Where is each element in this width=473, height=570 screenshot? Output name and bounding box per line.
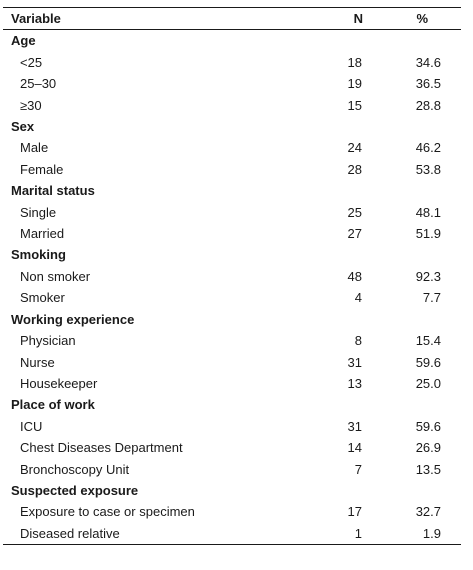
table-header bbox=[3, 8, 461, 30]
table-row bbox=[3, 52, 461, 73]
table-row bbox=[3, 73, 461, 94]
row-n: 18 bbox=[347, 54, 362, 70]
row-label: Smoker bbox=[20, 290, 65, 306]
table-row bbox=[3, 459, 461, 480]
category-row bbox=[3, 480, 461, 501]
row-n: 7 bbox=[354, 461, 362, 477]
table-row bbox=[3, 287, 461, 308]
table-row bbox=[3, 95, 461, 116]
row-percent: 36.5 bbox=[415, 76, 441, 92]
row-n: 25 bbox=[347, 204, 362, 220]
row-n: 4 bbox=[354, 290, 362, 306]
table-row bbox=[3, 137, 461, 158]
table-row bbox=[3, 330, 461, 351]
category-label-working-experience: Working experience bbox=[11, 311, 135, 327]
row-percent: 1.9 bbox=[422, 525, 441, 541]
row-percent: 34.6 bbox=[415, 54, 441, 70]
row-n: 8 bbox=[354, 333, 362, 349]
table-row bbox=[3, 416, 461, 437]
table-row bbox=[3, 352, 461, 373]
table-row bbox=[3, 223, 461, 244]
table-row bbox=[3, 501, 461, 522]
row-label: Married bbox=[20, 226, 65, 242]
table-row bbox=[3, 266, 461, 287]
row-label: Female bbox=[20, 161, 64, 177]
row-n: 48 bbox=[347, 268, 362, 284]
row-n: 15 bbox=[347, 97, 362, 113]
row-label: Nurse bbox=[20, 354, 55, 370]
row-label: Bronchoscopy Unit bbox=[20, 461, 130, 477]
row-percent: 46.2 bbox=[415, 140, 441, 156]
row-percent: 51.9 bbox=[415, 226, 441, 242]
category-row bbox=[3, 394, 461, 415]
row-label: ICU bbox=[20, 418, 43, 434]
category-label-marital-status: Marital status bbox=[11, 183, 95, 199]
row-label: Diseased relative bbox=[20, 525, 120, 541]
row-n: 27 bbox=[347, 226, 362, 242]
row-n: 1 bbox=[354, 525, 362, 541]
row-percent: 32.7 bbox=[415, 504, 441, 520]
demographics-table-container bbox=[3, 7, 461, 545]
row-label: Male bbox=[20, 140, 49, 156]
category-row bbox=[3, 309, 461, 330]
table-body bbox=[3, 30, 461, 545]
row-n: 17 bbox=[347, 504, 362, 520]
row-label: Physician bbox=[20, 333, 76, 349]
row-percent: 28.8 bbox=[415, 97, 441, 113]
row-label: Housekeeper bbox=[20, 375, 98, 391]
row-n: 19 bbox=[347, 76, 362, 92]
row-percent: 25.0 bbox=[415, 375, 441, 391]
table-row bbox=[3, 523, 461, 545]
row-percent: 26.9 bbox=[415, 440, 441, 456]
row-label: <25 bbox=[20, 54, 43, 70]
category-label-smoking: Smoking bbox=[11, 247, 66, 263]
table-row bbox=[3, 437, 461, 458]
column-header-variable: Variable bbox=[11, 11, 61, 26]
row-label: 25–30 bbox=[20, 76, 57, 92]
category-label-age: Age bbox=[11, 33, 36, 49]
row-n: 31 bbox=[347, 418, 362, 434]
row-label: Non smoker bbox=[20, 268, 91, 284]
table-row bbox=[3, 202, 461, 223]
row-label: ≥30 bbox=[20, 97, 42, 113]
category-row bbox=[3, 116, 461, 137]
category-row bbox=[3, 180, 461, 201]
row-label: Chest Diseases Department bbox=[20, 440, 183, 456]
demographics-table bbox=[3, 7, 461, 545]
table-row bbox=[3, 373, 461, 394]
row-percent: 48.1 bbox=[415, 204, 441, 220]
category-row bbox=[3, 30, 461, 52]
category-label-suspected-exposure: Suspected exposure bbox=[11, 482, 139, 498]
row-percent: 92.3 bbox=[415, 268, 441, 284]
row-percent: 59.6 bbox=[415, 354, 441, 370]
column-header-n: N bbox=[353, 11, 363, 26]
category-row bbox=[3, 244, 461, 265]
category-label-sex: Sex bbox=[11, 119, 35, 135]
row-label: Single bbox=[20, 204, 57, 220]
row-percent: 59.6 bbox=[415, 418, 441, 434]
row-percent: 15.4 bbox=[415, 333, 441, 349]
row-n: 14 bbox=[347, 440, 362, 456]
header-row bbox=[3, 8, 461, 30]
row-n: 13 bbox=[347, 375, 362, 391]
column-header-percent: % bbox=[416, 11, 428, 26]
row-n: 31 bbox=[347, 354, 362, 370]
row-percent: 13.5 bbox=[415, 461, 441, 477]
row-n: 24 bbox=[347, 140, 362, 156]
row-percent: 7.7 bbox=[422, 290, 441, 306]
table-row bbox=[3, 159, 461, 180]
row-n: 28 bbox=[347, 161, 362, 177]
row-label: Exposure to case or specimen bbox=[20, 504, 195, 520]
row-percent: 53.8 bbox=[415, 161, 441, 177]
category-label-place-of-work: Place of work bbox=[11, 397, 95, 413]
